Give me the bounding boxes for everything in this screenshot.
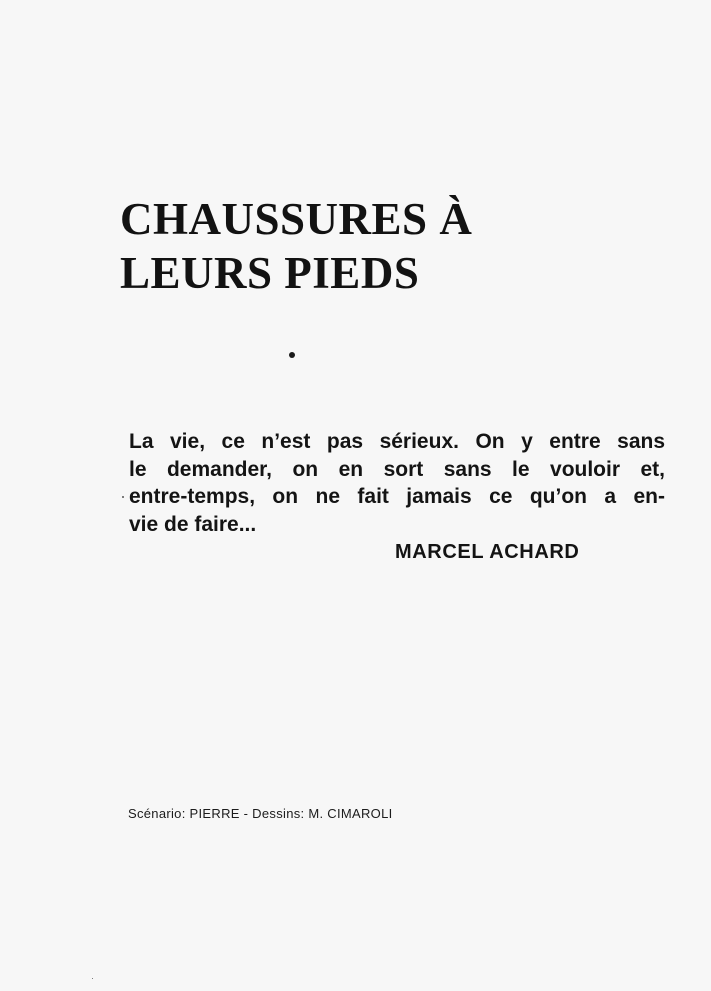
decorative-bullet [289,352,295,358]
credits-line: Scénario: PIERRE - Dessins: M. CIMAROLI [128,806,393,821]
quote-author: MARCEL ACHARD [395,541,580,563]
quote-line-3: entre-temps, on ne fait jamais ce qu’on a en- [129,485,665,508]
quote-line-2: le demander, on en sort sans le vouloir et, [129,457,665,481]
chapter-title [120,192,640,300]
title-line-2: LEURS PIEDS [120,248,420,298]
epigraph-quote [129,428,669,538]
print-speck [92,978,93,979]
title-line-1: CHAUSSURES À [120,194,473,244]
quote-line-4: vie de faire... [129,512,257,536]
print-speck [122,496,124,498]
quote-line-1: La vie, ce n’est pas sérieux. On y entre sans [129,430,665,453]
